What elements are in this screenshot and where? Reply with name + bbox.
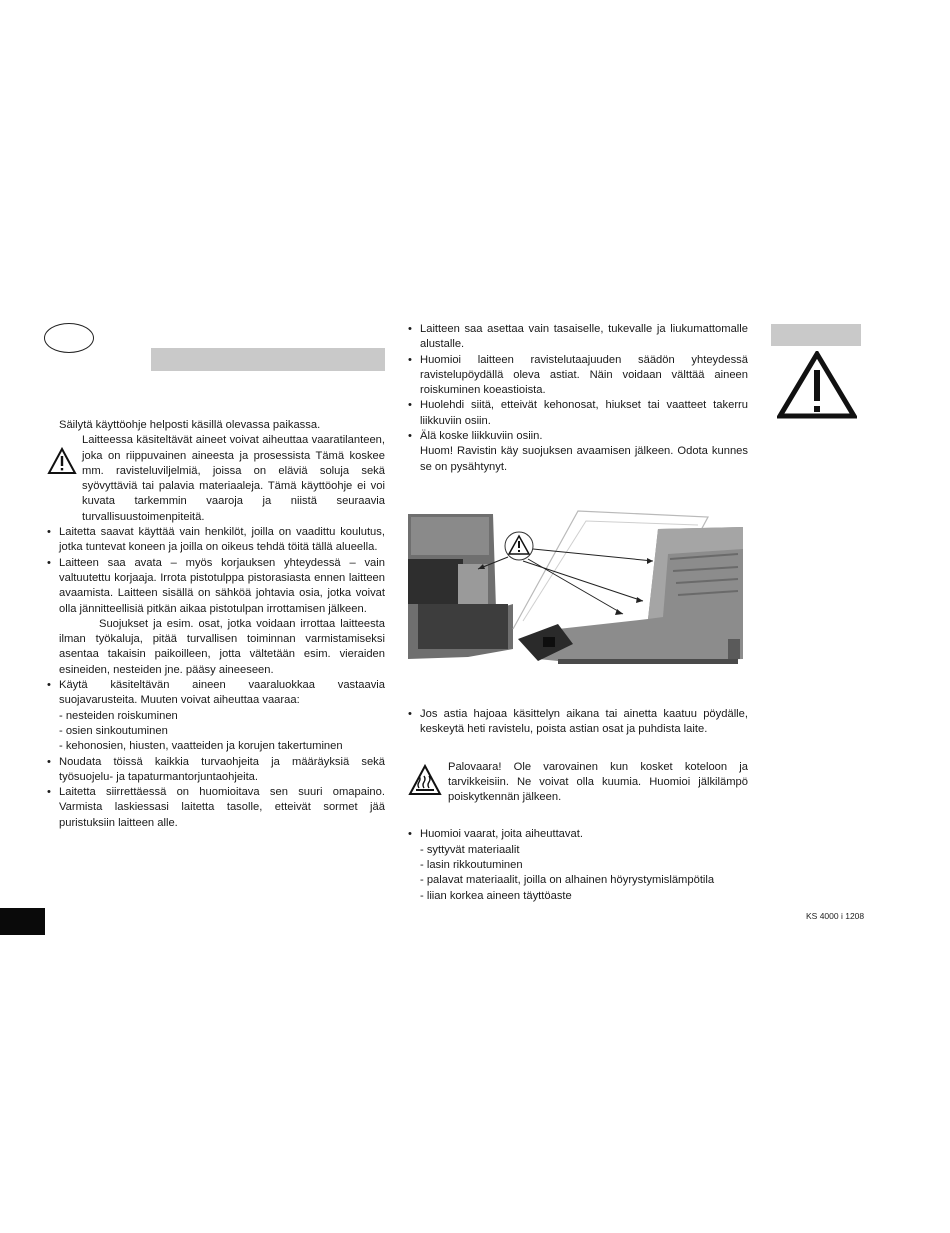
ppe-sub-item: - osien sinkoutuminen — [59, 724, 168, 737]
item-moving-parts: Älä koske liikkuviin osiin. — [420, 430, 543, 443]
fire-warning-text: Palovaara! Ole varovainen kun kosket koteloon ja tarvikkeisiin. Ne voivat olla kuumia. Huomioi jälkilämpö poiskytkennän jälkeen. — [448, 760, 748, 804]
hazard-warning-block — [47, 433, 385, 525]
safety-item-training: Laitetta saavat käyttää vain henkilöt, joilla on vaadittu koulutus, jotka tuntevat koneen ja joilla on oikeus tehdä töitä tällä alueella. — [59, 526, 385, 554]
list-item — [408, 398, 748, 429]
document-code: KS 4000 i 1208 — [806, 911, 865, 921]
safety-item-regulations: Noudata töissä kaikkia turvaohjeita ja määräyksiä sekä työsuojelu- ja tapaturmantorjuntaohjeita. — [59, 755, 385, 783]
page-edge-tab — [0, 908, 45, 935]
item-breakage: Jos astia hajoaa käsittelyn aikana tai ainetta kaatuu pöydälle, keskeytä heti ravistelu, poista astian osat ja puhdista laite. — [420, 708, 748, 736]
large-warning-icon — [777, 351, 857, 419]
list-item — [408, 322, 748, 353]
operation-list — [408, 322, 748, 475]
safety-list — [47, 525, 385, 831]
hazard-list — [408, 827, 748, 903]
item-hazards: Huomioi vaarat, joita aiheuttavat. — [420, 828, 583, 841]
section-title-bar — [151, 348, 385, 371]
list-item — [408, 827, 748, 903]
item-surface: Laitteen saa asettaa vain tasaiselle, tukevalle ja liukumattomalle alustalle. — [420, 323, 748, 351]
safety-item-ppe: Käytä käsiteltävän aineen vaaraluokkaa vastaavia suojavarusteita. Muuten voivat aiheuttaa vaaraa: — [59, 679, 385, 707]
item-frequency: Huomioi laitteen ravistelutaajuuden säädön yhteydessä ravistelupöydällä oleva astiat. Näin voidaan välttää aineen roiskuminen koeastioista. — [420, 353, 748, 397]
hot-surface-icon — [408, 764, 442, 796]
hazard-sub-item: - liian korkea aineen täyttöaste — [420, 889, 572, 902]
list-item — [408, 429, 748, 475]
right-column — [408, 322, 748, 475]
fire-warning-block — [408, 760, 748, 806]
left-column — [47, 418, 385, 831]
shaker-device-photo — [408, 509, 745, 664]
side-title-bar — [771, 324, 861, 346]
lower-right-block — [408, 707, 748, 904]
moving-parts-note: Huom! Ravistin käy suojuksen avaamisen jälkeen. Odota kunnes se on pysähtynyt. — [420, 445, 748, 473]
breakage-list — [408, 707, 748, 738]
intro-text: Säilytä käyttöohje helposti käsillä olevassa paikassa. — [59, 419, 321, 431]
hazard-sub-item: - syttyvät materiaalit — [420, 843, 520, 856]
hazard-warning-text: Laitteessa käsiteltävät aineet voivat aiheuttaa vaaratilanteen, joka on riippuvainen aineesta ja prosessista Tämä koskee mm. ravisteluviljelmiä, joissa on eläviä soluja sekä syövyttäviä tai palavia materiaaleja. Tämä käyttöohje ei voi kuvata tarkemmin vaaroja ja niistä seuraavia turvallisuustoimenpiteitä. — [82, 434, 385, 523]
list-item — [47, 755, 385, 786]
ppe-sub-item: - nesteiden roiskuminen — [59, 709, 178, 722]
safety-item-opening: Laitteen saa avata – myös korjauksen yhteydessä – vain valtuutettu korjaaja. Irrota pistotulppa pistorasiasta ennen laitteen avaamista. Laitteen sisällä on sähköä johtavia osia, jotka voivat olla jännitteellisiä pitkän aikaa pistotulpan irrottamisen jälkeen. — [59, 556, 385, 615]
list-item — [47, 785, 385, 831]
safety-item-weight: Laitetta siirrettäessä on huomioitava sen suuri omapaino. Varmista laskiessasi laitetta tasolle, etteivät sormet jää puristuksiin laitteen alle. — [59, 786, 385, 829]
list-item — [408, 353, 748, 399]
list-item — [408, 707, 748, 738]
list-item — [47, 556, 385, 678]
list-item — [47, 678, 385, 754]
ppe-sub-item: - kehonosien, hiusten, vaatteiden ja korujen takertuminen — [59, 740, 343, 753]
hazard-sub-item: - lasin rikkoutuminen — [420, 859, 523, 872]
warning-triangle-icon — [47, 447, 77, 475]
language-oval — [44, 323, 94, 353]
safety-item-covers: Suojukset ja esim. osat, jotka voidaan irrottaa laitteesta ilman työkaluja, pitää turvallisen toiminnan varmistamiseksi asentaa takaisin paikoilleen, jotta vältetään esim. vieraiden esineiden, nesteiden jne. pääsy aineeseen. — [59, 617, 385, 676]
hazard-sub-item: - palavat materiaalit, joilla on alhainen höyrystymislämpötila — [420, 874, 715, 887]
list-item — [47, 525, 385, 556]
item-entanglement: Huolehdi siitä, etteivät kehonosat, hiukset tai vaatteet takerru liikkuviin osiin. — [420, 399, 748, 427]
